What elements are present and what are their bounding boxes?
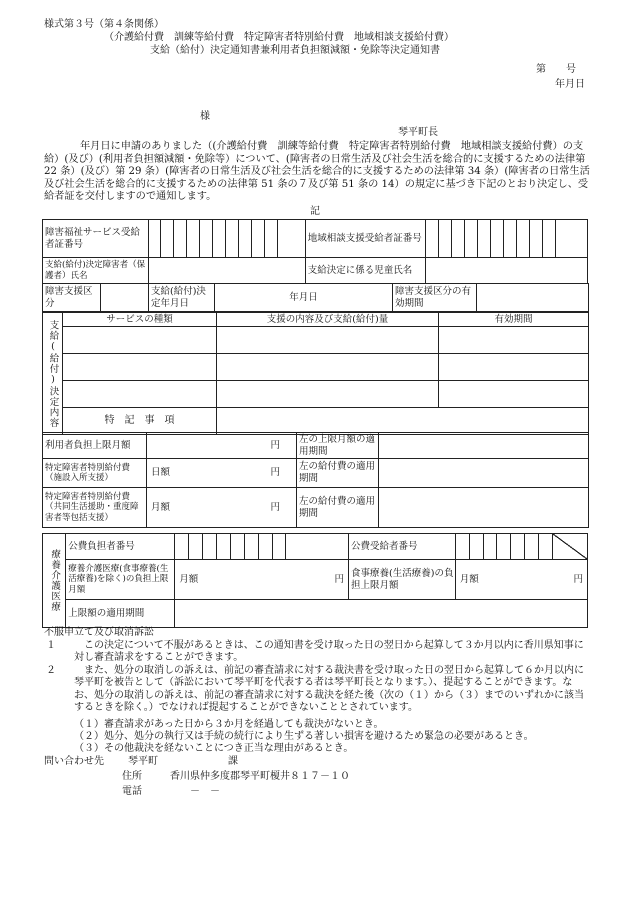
number-cell[interactable]	[452, 220, 465, 258]
support-category-label: 障害支援区分	[43, 284, 101, 312]
valid-period-cell[interactable]	[439, 381, 589, 408]
limit-period-field[interactable]	[175, 600, 588, 628]
contact-section: 課	[228, 756, 238, 767]
number-cell[interactable]	[465, 220, 478, 258]
note-1-number: １	[46, 640, 56, 651]
burden-limit-period-field[interactable]	[379, 433, 589, 459]
number-cell[interactable]	[216, 534, 230, 560]
number-cell[interactable]	[497, 534, 511, 560]
number-cell[interactable]	[455, 534, 469, 560]
burden-limit-label: 利用者負担上限月額	[43, 433, 147, 459]
number-cell[interactable]	[226, 220, 239, 258]
number-cell[interactable]	[469, 534, 483, 560]
number-cell[interactable]	[542, 220, 555, 258]
facility-benefit-period-field[interactable]	[379, 459, 589, 488]
valid-period-cell[interactable]	[439, 354, 589, 381]
child-name-field[interactable]	[426, 258, 588, 284]
medical-care-side-label: 療養介護医療	[43, 534, 66, 628]
contact-town: 琴平町	[128, 756, 158, 767]
support-amount-cell[interactable]	[217, 354, 439, 381]
service-type-cell[interactable]	[63, 381, 217, 408]
tel-label: 電話	[122, 786, 142, 797]
special-notes-label: 特 記 事 項	[63, 408, 217, 435]
support-category-table	[42, 283, 589, 312]
medical-limit-label: 療養介護医療(食事療養(生活療養)を除く)の負担上限月額	[66, 560, 175, 600]
number-cell[interactable]	[187, 220, 200, 258]
decision-content-side-label: 支給(給付)決定内容	[43, 313, 63, 435]
service-type-cell[interactable]	[63, 327, 217, 354]
note-sub-2: （２）処分、処分の執行又は手続の続行により生ずる著しい損害を避けるため緊急の必要があるとき。	[74, 731, 534, 742]
number-cell[interactable]	[529, 220, 542, 258]
number-cell[interactable]	[511, 534, 525, 560]
medical-care-table	[42, 533, 588, 628]
number-cell[interactable]	[272, 534, 286, 560]
addressee-suffix: 様	[200, 111, 210, 122]
meal-limit-amount[interactable]: 月額 円	[455, 560, 587, 600]
number-cell[interactable]	[203, 534, 217, 560]
number-cell[interactable]	[161, 220, 174, 258]
facility-benefit-period-label: 左の給付費の適用期間	[297, 459, 379, 488]
number-cell[interactable]	[251, 220, 264, 258]
number-cell[interactable]	[525, 534, 539, 560]
body-text: 年月日に申請のありました（(介護給付費 訓練等給付費 特定障害者特別給付費 地域相談支援給付費）の支給）(及び）(利用者負担額減額・免除等）について、(障害者の日常生活及び社会生活を総合的に支援するための法律第 22 条）(及び）第 29 条）(障害者の日常生活及び社会生活を総合的に支援するための法律第 34 条）(障害者の日常生活及び社会生活を総合的に支援するための法律第 51 条の７及び第 51 条の 14）の規定に基づき下記のとおり決定し、受給者証を交付しますので通知します。	[44, 141, 590, 203]
number-cell[interactable]	[426, 220, 439, 258]
number-cell[interactable]	[439, 220, 452, 258]
tel-number: － －	[190, 786, 220, 797]
ki-label: 記	[310, 206, 320, 217]
number-cell[interactable]	[491, 220, 504, 258]
spacer-cell	[555, 220, 587, 258]
number-cell[interactable]	[230, 534, 244, 560]
number-cell[interactable]	[175, 534, 189, 560]
special-notes-field[interactable]	[217, 408, 589, 435]
col-support-amount: 支援の内容及び支給(給付)量	[217, 313, 439, 327]
medical-limit-amount[interactable]: 月額 円	[175, 560, 349, 600]
col-valid-period: 有効期間	[439, 313, 589, 327]
diagonal-cell	[553, 534, 588, 560]
document-number: 第 号	[536, 64, 576, 75]
service-recipient-number-label: 障害福祉サービス受給者証番号	[43, 220, 149, 258]
public-recipient-number-label: 公費受給者番号	[349, 534, 456, 560]
title-line2: 支給（給付）決定通知書兼利用者負担額減額・免除等決定通知書	[150, 45, 440, 56]
limit-period-label: 上限額の適用期間	[66, 600, 175, 628]
number-cell[interactable]	[258, 534, 272, 560]
decision-date-value: 年月日	[215, 284, 393, 312]
note-sub-1: （１）審査請求があった日から３か月を経過しても裁決がないとき。	[74, 719, 384, 730]
support-category-field[interactable]	[101, 284, 149, 312]
issuer: 琴平町長	[398, 127, 438, 138]
address: 香川県仲多度郡琴平町榎井８１７－１０	[170, 771, 350, 782]
note-sub-3: （３）その他裁決を経ないことにつき正当な理由があるとき。	[74, 743, 354, 754]
service-type-cell[interactable]	[63, 354, 217, 381]
decision-date-label: 支給(給付)決定年月日	[149, 284, 215, 312]
support-amount-cell[interactable]	[217, 327, 439, 354]
number-cell[interactable]	[200, 220, 213, 258]
child-name-label: 支給決定に係る児童氏名	[305, 258, 426, 284]
number-cell[interactable]	[478, 220, 491, 258]
group-living-benefit-period-field[interactable]	[379, 488, 589, 528]
note-2-text: また、処分の取消しの訴えは、前記の審査請求に対する裁決書を受け取った日の翌日から起算して６か月以内に琴平町を被告として（訴訟において琴平町を代表する者は琴平町長となります。）、提起することができます。なお、処分の取消しの訴えは、前記の審査請求に対する裁決を経た後（次の（１）から（３）までのいずれかに該当するときを除く。）でなければ提起することができないこととされています。	[74, 665, 584, 713]
burden-limit-period-label: 左の上限月額の適用期間	[297, 433, 379, 459]
category-period-field[interactable]	[477, 284, 589, 312]
decision-content-table	[42, 312, 589, 435]
issue-date: 年月日	[555, 79, 585, 90]
regional-recipient-number-label: 地域相談支援受給者証番号	[305, 220, 426, 258]
contact-label: 問い合わせ先	[44, 756, 104, 767]
decision-person-name-field[interactable]	[148, 258, 305, 284]
burden-table	[42, 432, 589, 528]
number-cell[interactable]	[516, 220, 529, 258]
facility-benefit-label: 特定障害者特別給付費（施設入所支援）	[43, 459, 147, 488]
number-cell[interactable]	[189, 534, 203, 560]
number-cell[interactable]	[264, 220, 277, 258]
appeal-heading: 不服申立て及び取消訴訟	[44, 627, 154, 638]
number-cell[interactable]	[174, 220, 187, 258]
number-cell[interactable]	[483, 534, 497, 560]
facility-benefit-amount[interactable]: 日額 円	[147, 459, 297, 488]
title-line1: （介護給付費 訓練等給付費 特定障害者特別給付費 地域相談支援給付費）	[104, 32, 454, 43]
meal-limit-label: 食事療養(生活療養)の負担上限月額	[349, 560, 456, 600]
group-living-benefit-label: 特定障害者特別給付費（共同生活援助・重度障害者等包括支援）	[43, 488, 147, 528]
spacer-cell	[277, 220, 305, 258]
number-cell[interactable]	[239, 220, 252, 258]
number-cell[interactable]	[148, 220, 161, 258]
number-cell[interactable]	[244, 534, 258, 560]
form-number: 様式第３号（第４条関係）	[44, 19, 164, 30]
valid-period-cell[interactable]	[439, 327, 589, 354]
decision-person-name-label: 支給(給付)決定障害者（保護者）氏名	[43, 258, 149, 284]
number-cell[interactable]	[213, 220, 226, 258]
spacer-cell	[286, 534, 349, 560]
number-cell[interactable]	[503, 220, 516, 258]
group-living-benefit-amount[interactable]: 月額 円	[147, 488, 297, 528]
note-2-number: ２	[46, 665, 56, 676]
group-living-benefit-period-label: 左の給付費の適用期間	[297, 488, 379, 528]
note-1-text: この決定について不服があるときは、この通知書を受け取った日の翌日から起算して３か月以内に香川県知事に対し審査請求をすることができます。	[74, 640, 584, 664]
number-cell[interactable]	[539, 534, 553, 560]
category-period-label: 障害支援区分の有効期間	[393, 284, 477, 312]
recipient-info-table	[42, 219, 588, 284]
support-amount-cell[interactable]	[217, 381, 439, 408]
col-service-type: サービスの種類	[63, 313, 217, 327]
burden-limit-amount[interactable]: 円	[147, 433, 297, 459]
address-label: 住所	[122, 771, 142, 782]
public-payer-number-label: 公費負担者番号	[66, 534, 175, 560]
